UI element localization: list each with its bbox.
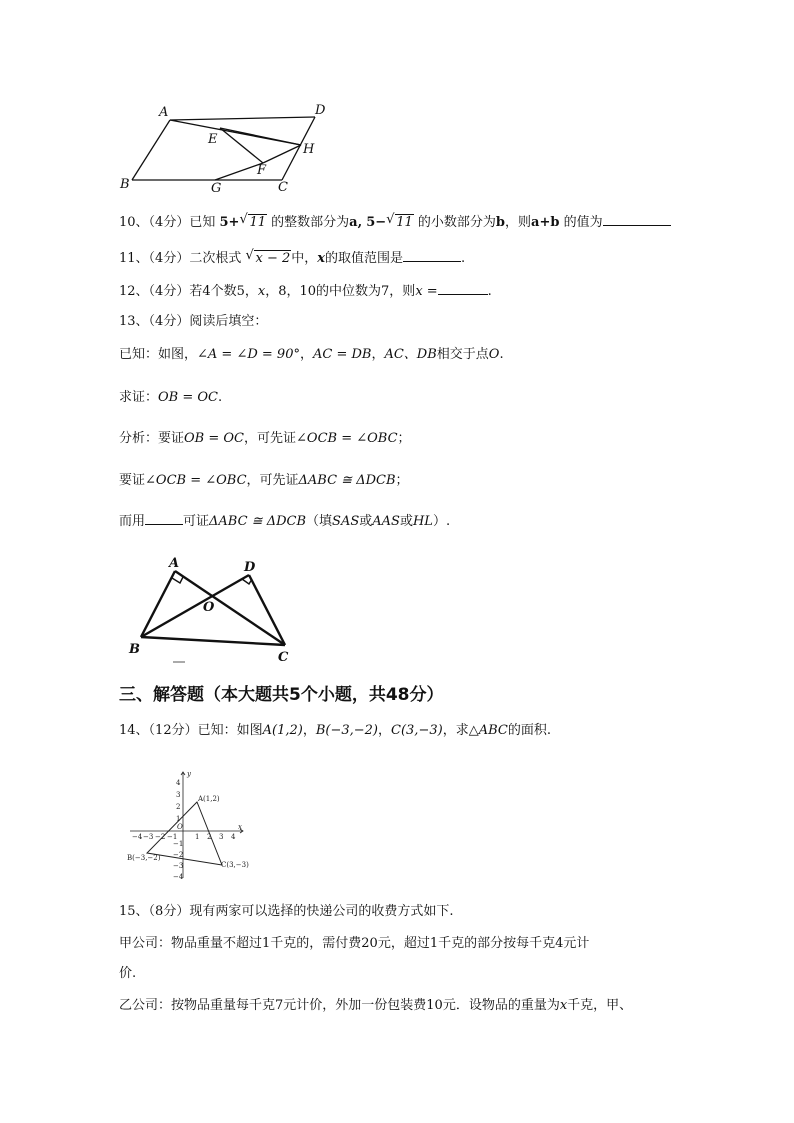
question-11: 11、（4分）二次根式 √ x − 2中，x的取值范围是 . — [119, 248, 466, 266]
q10-b: b — [495, 215, 505, 230]
x-tick-3: 3 — [219, 833, 224, 841]
label-E: E — [208, 132, 218, 147]
q10-text-3: 的小数部分为 — [417, 215, 496, 230]
x-tick-4: 4 — [231, 833, 236, 841]
q10-number: 10、 — [119, 215, 149, 230]
q10-expr1: 5+ — [219, 215, 240, 230]
label-B2: B — [129, 642, 140, 657]
sqrt-x-minus-2: √ x − 2 — [245, 248, 291, 266]
x-tick-neg4: −4 — [132, 833, 143, 841]
q13-step3: 而用 可证ΔABC ≅ ΔDCB（填SAS或AAS或HL）. — [119, 511, 450, 531]
y-tick-1: 1 — [176, 815, 181, 823]
q10-score: （4分） — [148, 215, 190, 230]
q10-text-5: 的值为 — [563, 215, 603, 230]
x-tick-1: 1 — [195, 833, 200, 841]
x-axis-label: x — [238, 823, 242, 831]
label-A2: A — [169, 557, 180, 571]
q13-analysis: 分析：要证OB = OC，可先证∠OCB = ∠OBC； — [119, 431, 411, 446]
label-G: G — [211, 181, 222, 196]
x-tick-2: 2 — [207, 833, 212, 841]
question-15: 15、（8分）现有两家可以选择的快递公司的收费方式如下. — [119, 904, 454, 919]
q15-company-yi: 乙公司：按物品重量每千克7元计价，外加一份包装费10元．设物品的重量为x千克，甲、 — [119, 998, 633, 1013]
q12-answer-blank[interactable] — [438, 281, 488, 295]
q10-ab: a+b — [531, 215, 560, 230]
label-C: C — [278, 180, 288, 195]
y-tick-2: 2 — [176, 803, 181, 811]
label-H: H — [303, 142, 315, 157]
x-tick-neg1: −1 — [167, 833, 178, 841]
figure-coordinate-plane — [125, 766, 255, 886]
y-axis-label: y — [187, 770, 191, 778]
x-tick-neg3: −3 — [143, 833, 154, 841]
sqrt-11-b: √ 11 — [386, 212, 413, 230]
q10-a: a — [349, 215, 358, 230]
q13-step2: 要证∠OCB = ∠OBC，可先证ΔABC ≅ ΔDCB； — [119, 473, 409, 488]
question-10: 10、（4分）已知 5+ √ 11 的整数部分为a, 5− √ 11 的小数部分为b，则a+b 的值为 — [119, 212, 671, 232]
y-tick-neg1: −1 — [173, 840, 184, 848]
y-tick-neg3: −3 — [173, 862, 184, 870]
q10-expr2: 5− — [366, 215, 387, 230]
label-A: A — [159, 105, 169, 120]
label-F: F — [257, 163, 267, 178]
y-tick-neg4: −4 — [173, 873, 184, 881]
question-12: 12、（4分）若4个数5，x，8，10的中位数为7，则x = . — [119, 281, 492, 301]
label-D: D — [315, 103, 326, 118]
section-heading: 三、解答题（本大题共5个小题，共48分） — [119, 685, 444, 705]
q10-answer-blank[interactable] — [603, 212, 671, 226]
q13-prove: 求证：OB = OC. — [119, 390, 223, 405]
label-D2: D — [244, 560, 256, 575]
q15-company-jia: 甲公司：物品重量不超过1千克的，需付费20元，超过1千克的部分按每千克4元计 — [119, 936, 590, 951]
sqrt-11-a: √ 11 — [239, 212, 266, 230]
q15-company-jia-cont: 价. — [119, 966, 137, 981]
q10-text-2: 的整数部分为 — [271, 215, 350, 230]
y-tick-4: 4 — [176, 779, 181, 787]
q13-answer-blank[interactable] — [145, 511, 183, 525]
x-tick-neg2: −2 — [155, 833, 166, 841]
question-14: 14、（12分）已知：如图A(1,2)，B(−3,−2)，C(3,−3)，求△ABC的面积. — [119, 723, 551, 738]
y-tick-3: 3 — [176, 791, 181, 799]
y-tick-neg2: −2 — [173, 851, 184, 859]
point-A-label: A(1,2) — [198, 795, 220, 803]
point-C-label: C(3,−3) — [221, 861, 249, 869]
q11-answer-blank[interactable] — [403, 248, 461, 262]
question-13: 13、（4分）阅读后填空： — [119, 314, 268, 329]
point-B-label: B(−3,−2) — [127, 854, 161, 862]
figure-crossing-triangles — [125, 557, 305, 667]
q10-text-1: 已知 — [189, 215, 216, 230]
q13-given: 已知：如图，∠A = ∠D = 90°，AC = DB，AC、DB相交于点O. — [119, 347, 504, 362]
label-C2: C — [278, 650, 289, 665]
label-B: B — [120, 177, 130, 192]
origin-label: O — [177, 823, 183, 831]
label-O: O — [203, 600, 215, 615]
figure-quadrilateral — [115, 100, 345, 200]
